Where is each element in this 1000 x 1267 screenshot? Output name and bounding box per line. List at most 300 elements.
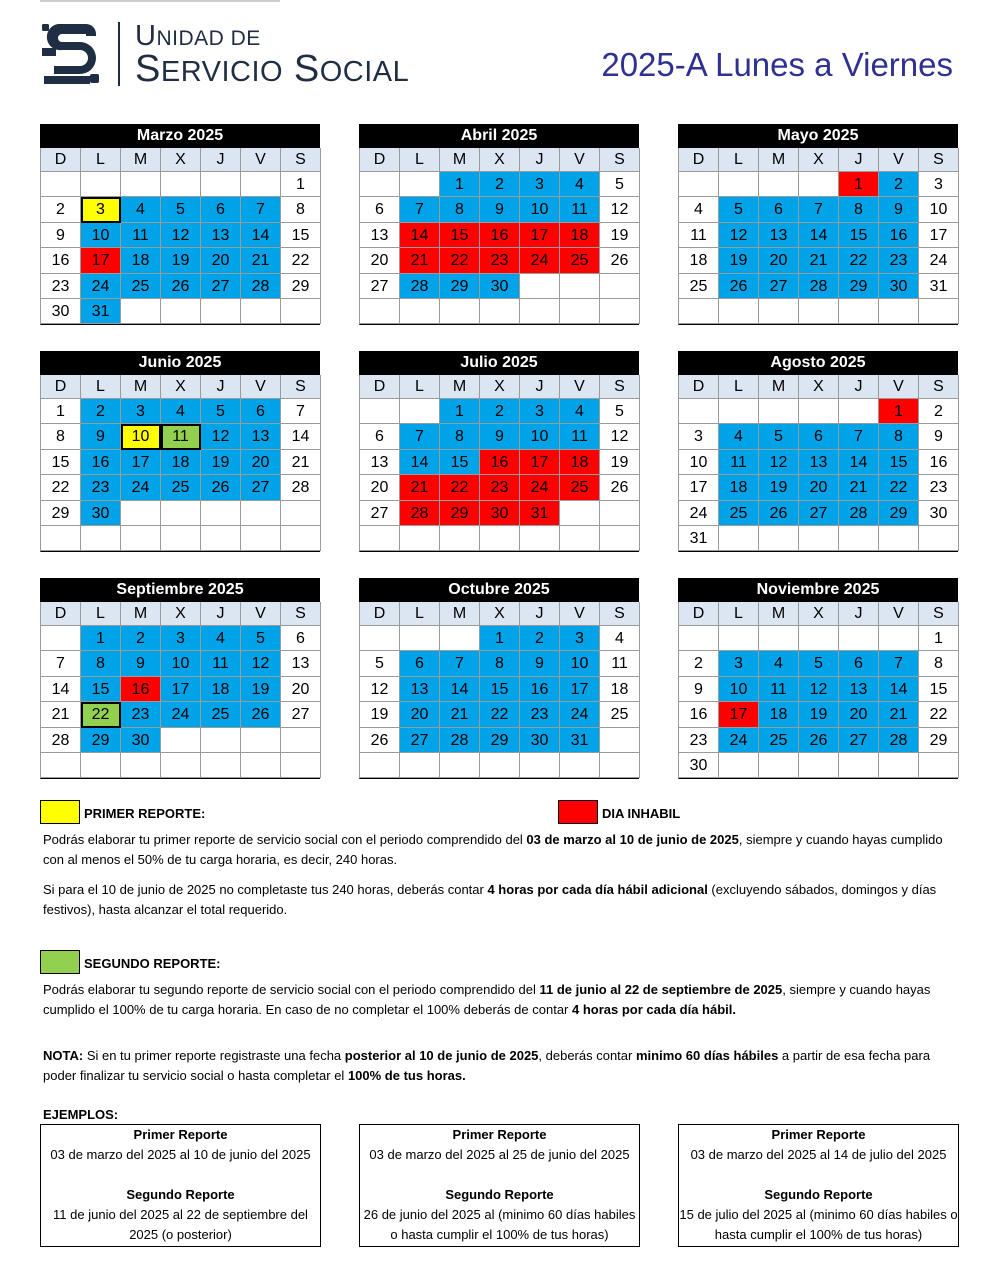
weekday-header: V <box>241 148 281 172</box>
day-cell: 24 <box>81 274 121 299</box>
segundo-reporte-label: SEGUNDO REPORTE: <box>84 956 221 971</box>
empty-day-cell <box>400 299 440 324</box>
day-cell: 15 <box>41 450 81 475</box>
empty-day-cell <box>879 626 919 651</box>
day-cell: 11 <box>600 651 640 676</box>
day-cell: 9 <box>679 677 719 702</box>
day-cell: 22 <box>480 702 520 727</box>
empty-day-cell <box>560 753 600 778</box>
weekday-header: D <box>679 375 719 399</box>
day-cell: 20 <box>839 702 879 727</box>
logo-separator <box>118 22 120 86</box>
day-cell: 15 <box>879 450 919 475</box>
day-cell: 21 <box>839 475 879 500</box>
empty-day-cell <box>799 753 839 778</box>
weekday-header: J <box>839 148 879 172</box>
weekday-header: S <box>281 375 321 399</box>
primer-reporte-swatch <box>40 800 80 824</box>
weekday-header: D <box>41 602 81 626</box>
day-cell: 15 <box>440 450 480 475</box>
empty-day-cell <box>281 501 321 526</box>
month-grid <box>359 375 639 552</box>
day-cell: 4 <box>719 424 759 449</box>
day-cell: 6 <box>759 197 799 222</box>
empty-day-cell <box>281 728 321 753</box>
day-cell: 21 <box>440 702 480 727</box>
day-cell: 3 <box>919 172 959 197</box>
day-cell: 24 <box>719 728 759 753</box>
empty-day-cell <box>360 526 400 551</box>
day-cell: 10 <box>121 424 161 449</box>
day-cell: 29 <box>281 274 321 299</box>
day-cell: 29 <box>879 501 919 526</box>
day-cell: 1 <box>440 399 480 424</box>
weekday-header: D <box>360 375 400 399</box>
calendar-month <box>40 578 320 779</box>
day-cell: 23 <box>81 475 121 500</box>
day-cell: 25 <box>121 274 161 299</box>
weekday-header: M <box>121 375 161 399</box>
day-cell: 30 <box>41 299 81 324</box>
day-cell: 20 <box>281 677 321 702</box>
day-cell: 30 <box>121 728 161 753</box>
day-cell: 2 <box>679 651 719 676</box>
day-cell: 25 <box>201 702 241 727</box>
dia-inhabil-swatch <box>558 800 598 824</box>
day-cell: 10 <box>520 197 560 222</box>
weekday-header: X <box>480 148 520 172</box>
empty-day-cell <box>81 172 121 197</box>
empty-day-cell <box>201 526 241 551</box>
empty-day-cell <box>121 501 161 526</box>
day-cell: 20 <box>241 450 281 475</box>
weekday-header: J <box>201 148 241 172</box>
month-grid <box>40 375 320 552</box>
day-cell: 18 <box>679 248 719 273</box>
empty-day-cell <box>281 526 321 551</box>
empty-day-cell <box>241 172 281 197</box>
empty-day-cell <box>520 753 560 778</box>
example-1-primer-text: 03 de marzo del 2025 al 10 de junio del 2025 <box>50 1147 311 1162</box>
day-cell: 27 <box>360 274 400 299</box>
empty-day-cell <box>839 626 879 651</box>
weekday-header: M <box>440 375 480 399</box>
weekday-header: J <box>839 375 879 399</box>
day-cell: 4 <box>560 399 600 424</box>
day-cell: 7 <box>400 197 440 222</box>
day-cell: 8 <box>440 424 480 449</box>
day-cell: 22 <box>281 248 321 273</box>
weekday-header: V <box>241 602 281 626</box>
day-cell: 16 <box>480 223 520 248</box>
day-cell: 11 <box>719 450 759 475</box>
day-cell: 6 <box>281 626 321 651</box>
day-cell: 28 <box>839 501 879 526</box>
day-cell: 6 <box>360 424 400 449</box>
day-cell: 29 <box>919 728 959 753</box>
day-cell: 23 <box>879 248 919 273</box>
day-cell: 18 <box>201 677 241 702</box>
day-cell: 14 <box>440 677 480 702</box>
month-grid <box>359 148 639 325</box>
day-cell: 11 <box>560 197 600 222</box>
weekday-header: M <box>759 148 799 172</box>
day-cell: 12 <box>201 424 241 449</box>
day-cell: 31 <box>520 501 560 526</box>
day-cell: 23 <box>480 248 520 273</box>
day-cell: 6 <box>241 399 281 424</box>
day-cell: 27 <box>759 274 799 299</box>
day-cell: 7 <box>879 651 919 676</box>
day-cell: 1 <box>480 626 520 651</box>
day-cell: 7 <box>41 651 81 676</box>
empty-day-cell <box>440 626 480 651</box>
day-cell: 18 <box>719 475 759 500</box>
day-cell: 12 <box>759 450 799 475</box>
weekday-header: L <box>400 602 440 626</box>
empty-day-cell <box>799 526 839 551</box>
empty-day-cell <box>600 526 640 551</box>
day-cell: 3 <box>161 626 201 651</box>
calendar-month <box>40 124 320 325</box>
day-cell: 23 <box>41 274 81 299</box>
day-cell: 1 <box>41 399 81 424</box>
weekday-header: J <box>839 602 879 626</box>
day-cell: 24 <box>919 248 959 273</box>
day-cell: 9 <box>41 223 81 248</box>
empty-day-cell <box>919 299 959 324</box>
empty-day-cell <box>241 299 281 324</box>
empty-day-cell <box>719 626 759 651</box>
day-cell: 13 <box>839 677 879 702</box>
month-grid <box>40 602 320 779</box>
day-cell: 30 <box>81 501 121 526</box>
day-cell: 28 <box>241 274 281 299</box>
weekday-header: V <box>560 602 600 626</box>
day-cell: 2 <box>480 399 520 424</box>
day-cell: 31 <box>81 299 121 324</box>
example-3-segundo-text: 15 de julio del 2025 al (minimo 60 días habiles o hasta cumplir el 100% de tus horas) <box>679 1207 958 1242</box>
day-cell: 26 <box>719 274 759 299</box>
empty-day-cell <box>161 526 201 551</box>
day-cell: 25 <box>719 501 759 526</box>
empty-day-cell <box>201 299 241 324</box>
empty-day-cell <box>759 299 799 324</box>
day-cell: 8 <box>281 197 321 222</box>
month-grid <box>678 602 958 779</box>
day-cell: 22 <box>81 702 121 727</box>
day-cell: 21 <box>281 450 321 475</box>
weekday-header: S <box>281 602 321 626</box>
paragraph-primer-reporte: Podrás elaborar tu primer reporte de servicio social con el periodo comprendido del 03 de marzo al 10 de junio de 2025, siempre y cuando hayas cumplido con al menos el 50% de tu carga horaria, es decir, 240 horas. <box>43 832 943 867</box>
month-title: Septiembre 2025 <box>40 578 320 602</box>
empty-day-cell <box>799 399 839 424</box>
empty-day-cell <box>41 753 81 778</box>
day-cell: 1 <box>81 626 121 651</box>
empty-day-cell <box>560 501 600 526</box>
brand-line2: SERVICIO SOCIAL <box>135 48 410 90</box>
day-cell: 21 <box>400 475 440 500</box>
day-cell: 27 <box>201 274 241 299</box>
day-cell: 3 <box>81 197 121 222</box>
paragraph-nota: NOTA: Si en tu primer reporte registraste una fecha posterior al 10 de junio de 2025, deberás contar minimo 60 días hábiles a partir de esa fecha para poder finalizar tu servicio social o hasta completar el 100% de tus horas. <box>43 1048 931 1083</box>
day-cell: 1 <box>839 172 879 197</box>
empty-day-cell <box>121 172 161 197</box>
empty-day-cell <box>679 172 719 197</box>
empty-day-cell <box>879 299 919 324</box>
example-box-3 <box>678 1124 959 1247</box>
empty-day-cell <box>480 299 520 324</box>
empty-day-cell <box>121 753 161 778</box>
day-cell: 22 <box>839 248 879 273</box>
empty-day-cell <box>480 753 520 778</box>
day-cell: 12 <box>161 223 201 248</box>
month-grid <box>678 375 958 552</box>
dia-inhabil-label: DIA INHABIL <box>602 806 681 821</box>
day-cell: 2 <box>919 399 959 424</box>
day-cell: 5 <box>759 424 799 449</box>
empty-day-cell <box>679 299 719 324</box>
weekday-header: J <box>520 602 560 626</box>
empty-day-cell <box>839 399 879 424</box>
day-cell: 20 <box>400 702 440 727</box>
empty-day-cell <box>201 501 241 526</box>
month-title: Marzo 2025 <box>40 124 320 148</box>
weekday-header: D <box>360 602 400 626</box>
day-cell: 17 <box>520 450 560 475</box>
weekday-header: D <box>360 148 400 172</box>
day-cell: 10 <box>520 424 560 449</box>
day-cell: 4 <box>161 399 201 424</box>
month-title: Noviembre 2025 <box>678 578 958 602</box>
day-cell: 13 <box>201 223 241 248</box>
weekday-header: L <box>400 148 440 172</box>
day-cell: 3 <box>520 399 560 424</box>
day-cell: 11 <box>161 424 201 449</box>
day-cell: 8 <box>440 197 480 222</box>
weekday-header: X <box>799 375 839 399</box>
day-cell: 18 <box>121 248 161 273</box>
day-cell: 14 <box>799 223 839 248</box>
empty-day-cell <box>161 172 201 197</box>
example-box-1 <box>40 1124 321 1247</box>
day-cell: 29 <box>81 728 121 753</box>
day-cell: 21 <box>41 702 81 727</box>
empty-day-cell <box>360 299 400 324</box>
calendar-month <box>678 578 958 779</box>
day-cell: 9 <box>520 651 560 676</box>
weekday-header: J <box>201 375 241 399</box>
day-cell: 25 <box>560 248 600 273</box>
day-cell: 12 <box>600 197 640 222</box>
day-cell: 17 <box>121 450 161 475</box>
month-grid <box>678 148 958 325</box>
empty-day-cell <box>440 299 480 324</box>
day-cell: 30 <box>679 753 719 778</box>
example-2-primer-title: Primer Reporte <box>452 1127 547 1142</box>
day-cell: 27 <box>281 702 321 727</box>
empty-day-cell <box>839 753 879 778</box>
day-cell: 6 <box>799 424 839 449</box>
day-cell: 29 <box>480 728 520 753</box>
day-cell: 13 <box>400 677 440 702</box>
day-cell: 3 <box>719 651 759 676</box>
day-cell: 17 <box>679 475 719 500</box>
day-cell: 25 <box>679 274 719 299</box>
day-cell: 27 <box>241 475 281 500</box>
day-cell: 9 <box>121 651 161 676</box>
day-cell: 30 <box>520 728 560 753</box>
weekday-header: M <box>121 148 161 172</box>
day-cell: 17 <box>520 223 560 248</box>
empty-day-cell <box>241 753 281 778</box>
day-cell: 17 <box>719 702 759 727</box>
day-cell: 23 <box>919 475 959 500</box>
day-cell: 22 <box>41 475 81 500</box>
day-cell: 26 <box>360 728 400 753</box>
empty-day-cell <box>600 501 640 526</box>
day-cell: 26 <box>799 728 839 753</box>
primer-reporte-label: PRIMER REPORTE: <box>84 806 206 821</box>
day-cell: 15 <box>440 223 480 248</box>
day-cell: 24 <box>560 702 600 727</box>
empty-day-cell <box>161 728 201 753</box>
day-cell: 18 <box>560 223 600 248</box>
weekday-header: X <box>480 602 520 626</box>
weekday-header: J <box>520 148 560 172</box>
empty-day-cell <box>281 753 321 778</box>
empty-day-cell <box>679 399 719 424</box>
empty-day-cell <box>241 526 281 551</box>
day-cell: 8 <box>919 651 959 676</box>
day-cell: 1 <box>281 172 321 197</box>
day-cell: 7 <box>400 424 440 449</box>
weekday-header: X <box>799 148 839 172</box>
day-cell: 6 <box>201 197 241 222</box>
day-cell: 5 <box>201 399 241 424</box>
empty-day-cell <box>41 526 81 551</box>
day-cell: 4 <box>679 197 719 222</box>
day-cell: 28 <box>440 728 480 753</box>
day-cell: 13 <box>799 450 839 475</box>
weekday-header: L <box>719 148 759 172</box>
day-cell: 1 <box>440 172 480 197</box>
day-cell: 17 <box>560 677 600 702</box>
weekday-header: M <box>759 375 799 399</box>
empty-day-cell <box>759 399 799 424</box>
day-cell: 30 <box>879 274 919 299</box>
day-cell: 12 <box>719 223 759 248</box>
day-cell: 2 <box>520 626 560 651</box>
weekday-header: M <box>759 602 799 626</box>
empty-day-cell <box>360 626 400 651</box>
empty-day-cell <box>281 299 321 324</box>
empty-day-cell <box>121 299 161 324</box>
day-cell: 18 <box>759 702 799 727</box>
weekday-header: S <box>600 602 640 626</box>
weekday-header: D <box>679 148 719 172</box>
day-cell: 15 <box>839 223 879 248</box>
day-cell: 23 <box>480 475 520 500</box>
empty-day-cell <box>241 728 281 753</box>
day-cell: 11 <box>121 223 161 248</box>
day-cell: 13 <box>759 223 799 248</box>
day-cell: 20 <box>799 475 839 500</box>
weekday-header: X <box>480 375 520 399</box>
weekday-header: X <box>161 602 201 626</box>
segundo-reporte-swatch <box>40 950 80 974</box>
weekday-header: M <box>440 602 480 626</box>
weekday-header: S <box>919 375 959 399</box>
day-cell: 9 <box>879 197 919 222</box>
day-cell: 8 <box>839 197 879 222</box>
empty-day-cell <box>41 172 81 197</box>
day-cell: 27 <box>799 501 839 526</box>
empty-day-cell <box>161 753 201 778</box>
calendar-month <box>678 351 958 552</box>
empty-day-cell <box>201 753 241 778</box>
empty-day-cell <box>81 753 121 778</box>
day-cell: 16 <box>81 450 121 475</box>
weekday-header: S <box>600 148 640 172</box>
day-cell: 29 <box>41 501 81 526</box>
day-cell: 28 <box>400 501 440 526</box>
day-cell: 9 <box>919 424 959 449</box>
weekday-header: X <box>161 375 201 399</box>
empty-day-cell <box>919 526 959 551</box>
day-cell: 1 <box>919 626 959 651</box>
weekday-header: D <box>679 602 719 626</box>
empty-day-cell <box>121 526 161 551</box>
weekday-header: L <box>81 375 121 399</box>
example-3-primer-text: 03 de marzo del 2025 al 14 de julio del 2025 <box>690 1147 947 1162</box>
page-title: 2025-A Lunes a Viernes <box>601 46 953 83</box>
day-cell: 3 <box>560 626 600 651</box>
day-cell: 14 <box>879 677 919 702</box>
day-cell: 4 <box>759 651 799 676</box>
day-cell: 3 <box>121 399 161 424</box>
day-cell: 10 <box>560 651 600 676</box>
day-cell: 17 <box>919 223 959 248</box>
day-cell: 29 <box>440 274 480 299</box>
day-cell: 9 <box>480 197 520 222</box>
paragraph-horas-adicionales: Si para el 10 de junio de 2025 no completaste tus 240 horas, deberás contar 4 horas por cada día hábil adicional (excluyendo sábados, domingos y días festivos), hasta alcanzar el total requerido. <box>43 882 937 917</box>
day-cell: 27 <box>360 501 400 526</box>
day-cell: 5 <box>719 197 759 222</box>
empty-day-cell <box>600 753 640 778</box>
day-cell: 22 <box>879 475 919 500</box>
day-cell: 24 <box>520 475 560 500</box>
day-cell: 22 <box>919 702 959 727</box>
weekday-header: L <box>719 602 759 626</box>
day-cell: 24 <box>161 702 201 727</box>
example-1-primer-title: Primer Reporte <box>133 1127 228 1142</box>
day-cell: 14 <box>41 677 81 702</box>
day-cell: 24 <box>121 475 161 500</box>
day-cell: 15 <box>81 677 121 702</box>
day-cell: 26 <box>600 248 640 273</box>
day-cell: 18 <box>161 450 201 475</box>
example-2-segundo-text: 26 de junio del 2025 al (minimo 60 días habiles o hasta cumplir el 100% de tus horas) <box>363 1207 636 1242</box>
day-cell: 13 <box>281 651 321 676</box>
day-cell: 19 <box>719 248 759 273</box>
day-cell: 31 <box>679 526 719 551</box>
month-title: Abril 2025 <box>359 124 639 148</box>
empty-day-cell <box>400 753 440 778</box>
example-1-segundo-text: 11 de junio del 2025 al 22 de septiembre del 2025 (o posterior) <box>53 1207 308 1242</box>
day-cell: 24 <box>679 501 719 526</box>
day-cell: 29 <box>440 501 480 526</box>
